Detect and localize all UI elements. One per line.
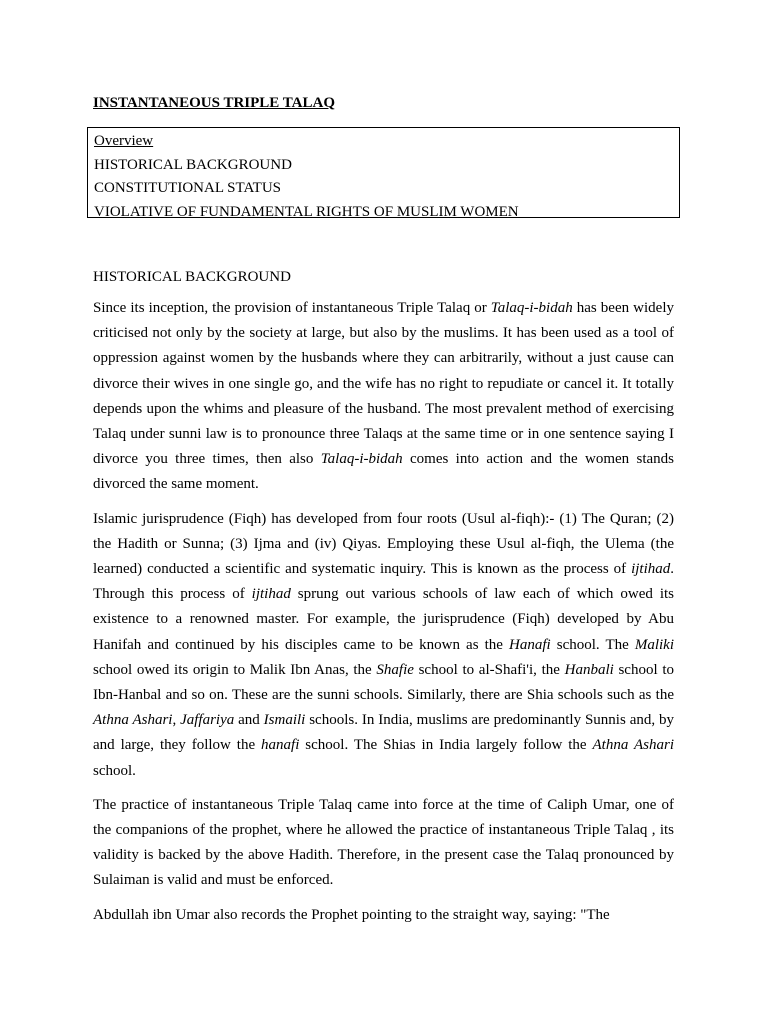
toc-item-overview[interactable]: Overview: [94, 133, 154, 149]
italic-term: Athna Ashari: [592, 737, 674, 754]
section-heading: HISTORICAL BACKGROUND: [93, 269, 291, 285]
text-run: school to al-Shafi'i, the: [413, 661, 565, 678]
toc-item-historical-background[interactable]: HISTORICAL BACKGROUND: [94, 156, 292, 173]
text-run: Abdullah ibn Umar also records the Prophet pointing to the straight way, saying: "The: [93, 906, 610, 923]
italic-term: Hanbali: [564, 661, 614, 678]
text-run: and: [234, 712, 264, 729]
text-run: ,: [172, 712, 181, 729]
italic-term: Athna Ashari: [93, 712, 173, 729]
italic-term: ijtihad: [251, 586, 291, 603]
italic-term: hanafi: [261, 737, 300, 754]
text-run: school.: [93, 762, 136, 779]
body-text: [93, 296, 674, 928]
text-run: has been widely criticised not only by the society at large, but also by the muslims. It has been used as a tool of oppression against women by the husbands where they can arbitrarily, without a just cause can divorce their wives in one single go, and the wife has no right to repudiate or cancel it. It totally depends upon the whims and pleasure of the husband. The most prevalent method of exercising Talaq under sunni law is to pronounce three Talaqs at the same time or in one sentence saying I divorce you three times, then also: [93, 300, 674, 468]
text-run: school to Ibn-Hanbal and so on. These are the sunni schools. Similarly, there are Shia schools such as the: [93, 661, 674, 704]
text-run: The practice of instantaneous Triple Talaq came into force at the time of Caliph Umar, one of the companions of the prophet, where he allowed the practice of instantaneous Triple Talaq , its validity is backed by the above Hadith. Therefore, in the present case the Talaq pronounced by Sulaiman is valid and must be enforced.: [93, 796, 674, 889]
toc-item-violative-rights[interactable]: VIOLATIVE OF FUNDAMENTAL RIGHTS OF MUSLIM WOMEN: [94, 203, 519, 220]
italic-term: Maliki: [634, 636, 674, 653]
italic-term: Talaq-i-bidah: [490, 300, 573, 316]
toc-item-constitutional-status[interactable]: CONSTITUTIONAL STATUS: [94, 180, 281, 196]
text-run: school. The Shias in India largely follow the: [299, 737, 593, 754]
text-run: schools. In India, muslims are predominantly Sunnis and, by and large, they follow the: [93, 712, 674, 754]
text-run: Since its inception, the provision of instantaneous Triple Talaq or: [93, 300, 491, 316]
document-title: INSTANTANEOUS TRIPLE TALAQ: [93, 95, 336, 111]
italic-term: Hanafi: [509, 636, 551, 653]
paragraph: [93, 507, 674, 784]
text-run: comes into action and the women stands divorced the same moment.: [93, 451, 674, 493]
italic-term: ijtihad: [631, 561, 671, 578]
text-run: . Through this process of: [93, 561, 674, 603]
text-run: school owed its origin to Malik Ibn Anas, the: [93, 661, 377, 678]
table-of-contents: [87, 127, 680, 218]
italic-term: Jaffariya: [180, 712, 235, 729]
paragraph: [93, 903, 674, 928]
text-run: Islamic jurisprudence (Fiqh) has developed from four roots (Usul al-fiqh):- (1) The Quran; (2) the Hadith or Sunna; (3) Ijma and (iv) Qiyas. Employing these Usul al-fiqh, the Ulema (the learned) conducted a scientific and systematic inquiry. This is known as the process of: [93, 510, 674, 578]
paragraph: [93, 793, 674, 894]
text-run: sprung out various schools of law each of which owed its existence to a renowned master. For example, the jurisprudence (Fiqh) developed by Abu Hanifah and continued by his disciples came to be known as the: [93, 586, 674, 653]
italic-term: Ismaili: [263, 712, 306, 729]
text-run: school. The: [550, 636, 635, 653]
italic-term: Talaq-i-bidah: [320, 451, 403, 468]
paragraph: [93, 296, 674, 498]
italic-term: Shafie: [376, 661, 414, 678]
